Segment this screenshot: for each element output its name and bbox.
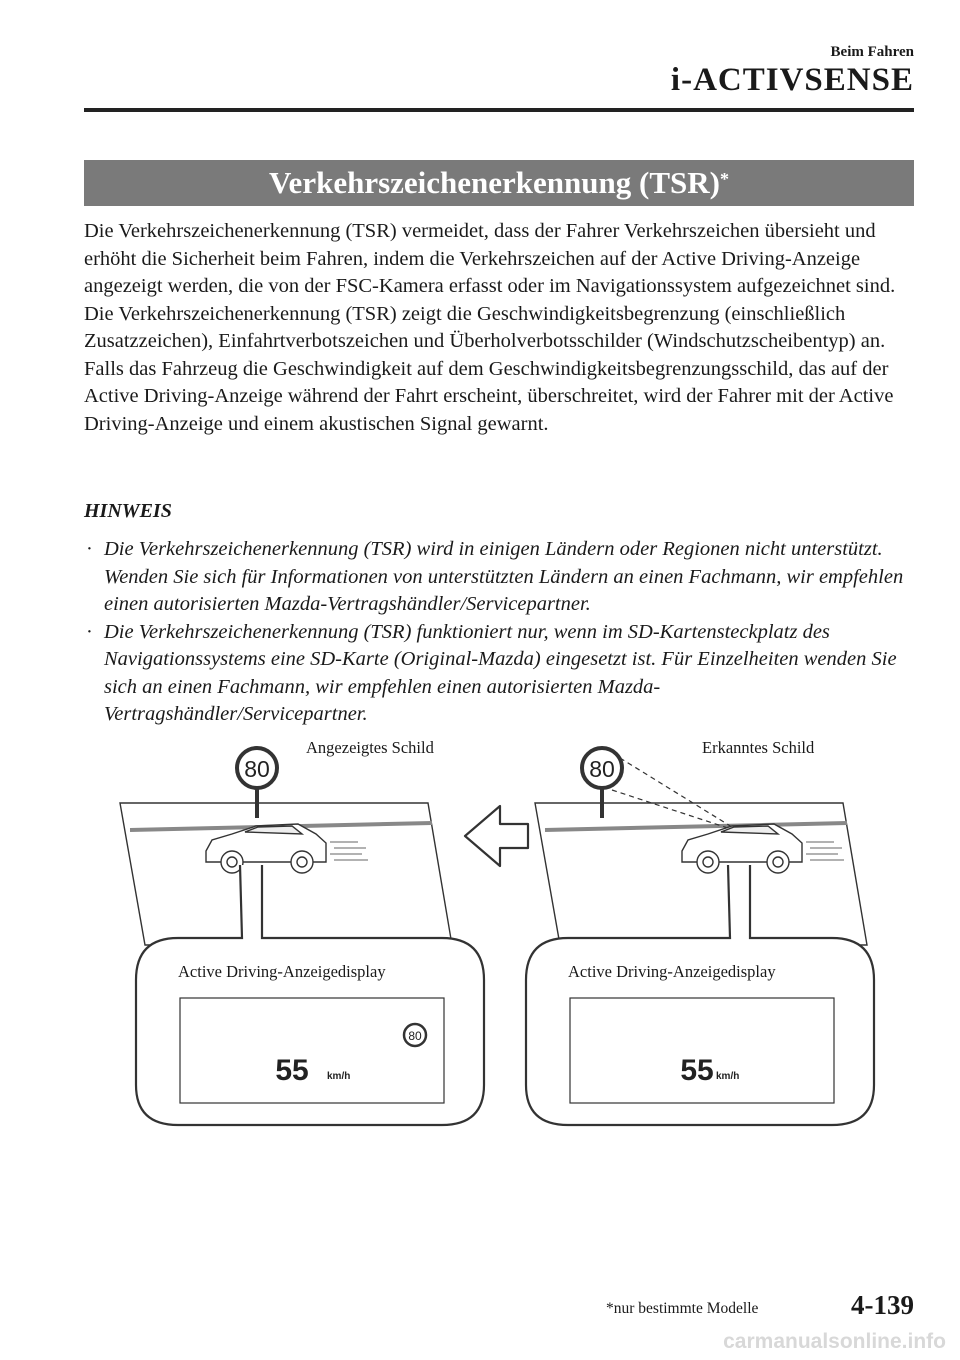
body-paragraph: Die Verkehrszeichenerkennung (TSR) vermeidet, dass der Fahrer Verkehrszeichen übersieht und erhöht die Sicherheit beim Fahren, indem die Verkehrszeichen auf der Active Driving-Anzeige angezeigt werden, die von der FSC-Kamera erfasst oder im Navigationssystem aufgezeichnet sind. <box>84 220 896 297</box>
motion-lines <box>330 842 368 860</box>
bullet-icon: · <box>86 620 93 643</box>
body-paragraph: Falls das Fahrzeug die Geschwindigkeit auf dem Geschwindigkeitsbegrenzungsschild, das auf der Active Driving-Anzeige während der Fahrt erscheint, überschreitet, wird der Fahrer mit der Active Driving-Anzeige und einem akustischen Signal gewarnt. <box>84 357 894 435</box>
display-title-right: Active Driving-Anzeigedisplay <box>568 962 776 981</box>
display-screen-right <box>570 998 834 1103</box>
label-detected-sign: Erkanntes Schild <box>702 738 815 757</box>
bullet-icon: · <box>86 538 93 560</box>
speed-value-right: 55 <box>680 1054 714 1087</box>
note-item-text: Die Verkehrszeichenerkennung (TSR) funktioniert nur, wenn im SD-Kartensteckplatz des Navigationssystems eine SD-Karte (Original-Mazda) eingesetzt ist. Für Einzelheiten wenden Sie sich an einen Fachmann, wir empfehlen einen autorisierten Mazda-Vertragshändler/Servicepartner. <box>104 620 897 725</box>
speed-value-left: 55 <box>275 1054 309 1087</box>
displayed-sign-value: 80 <box>408 1029 422 1043</box>
body-text <box>84 218 914 438</box>
note-item <box>84 619 914 729</box>
note-list <box>84 536 914 729</box>
note-item <box>84 536 914 619</box>
section-title: Verkehrszeichenerkennung (TSR) <box>269 165 720 200</box>
speed-unit-left: km/h <box>327 1071 351 1082</box>
body-paragraph: Die Verkehrszeichenerkennung (TSR) zeigt die Geschwindigkeitsbegrenzung (einschließlich Zusatzzeichen), Einfahrtverbotszeichen und Überholverbotsschilder (Windschutzscheibentyp) an. <box>84 302 886 352</box>
display-screen-left <box>180 998 444 1103</box>
speed-unit-right: km/h <box>716 1071 740 1082</box>
footer-note: *nur bestimmte Modelle <box>606 1300 759 1317</box>
section-title-marker: * <box>719 168 729 189</box>
header-rule <box>84 108 914 112</box>
section-banner <box>84 160 914 206</box>
label-displayed-sign: Angezeigtes Schild <box>306 738 434 757</box>
header-section: Beim Fahren <box>830 44 914 60</box>
note-heading: HINWEIS <box>84 500 172 522</box>
car-icon <box>206 824 326 873</box>
note-item-text: Die Verkehrszeichenerkennung (TSR) wird in einigen Ländern oder Regionen nicht unterstützt. Wenden Sie sich für Informationen von unterstützten Ländern an einen Fachmann, wir empfehlen einen autorisierten Mazda-Vertragshändler/Servicepartner. <box>104 538 904 615</box>
speed-sign-value: 80 <box>589 756 615 782</box>
speed-sign-value: 80 <box>244 756 270 782</box>
motion-lines <box>806 842 844 860</box>
header-title: i-ACTIVSENSE <box>670 62 914 98</box>
tsr-illustration <box>0 730 960 1130</box>
watermark: carmanualsonline.info <box>723 1330 946 1353</box>
page-number: 4-139 <box>851 1290 914 1320</box>
road-lane-line <box>545 823 847 830</box>
arrow-left-icon <box>465 806 528 866</box>
display-title-left: Active Driving-Anzeigedisplay <box>178 962 386 981</box>
detection-line <box>620 758 740 832</box>
